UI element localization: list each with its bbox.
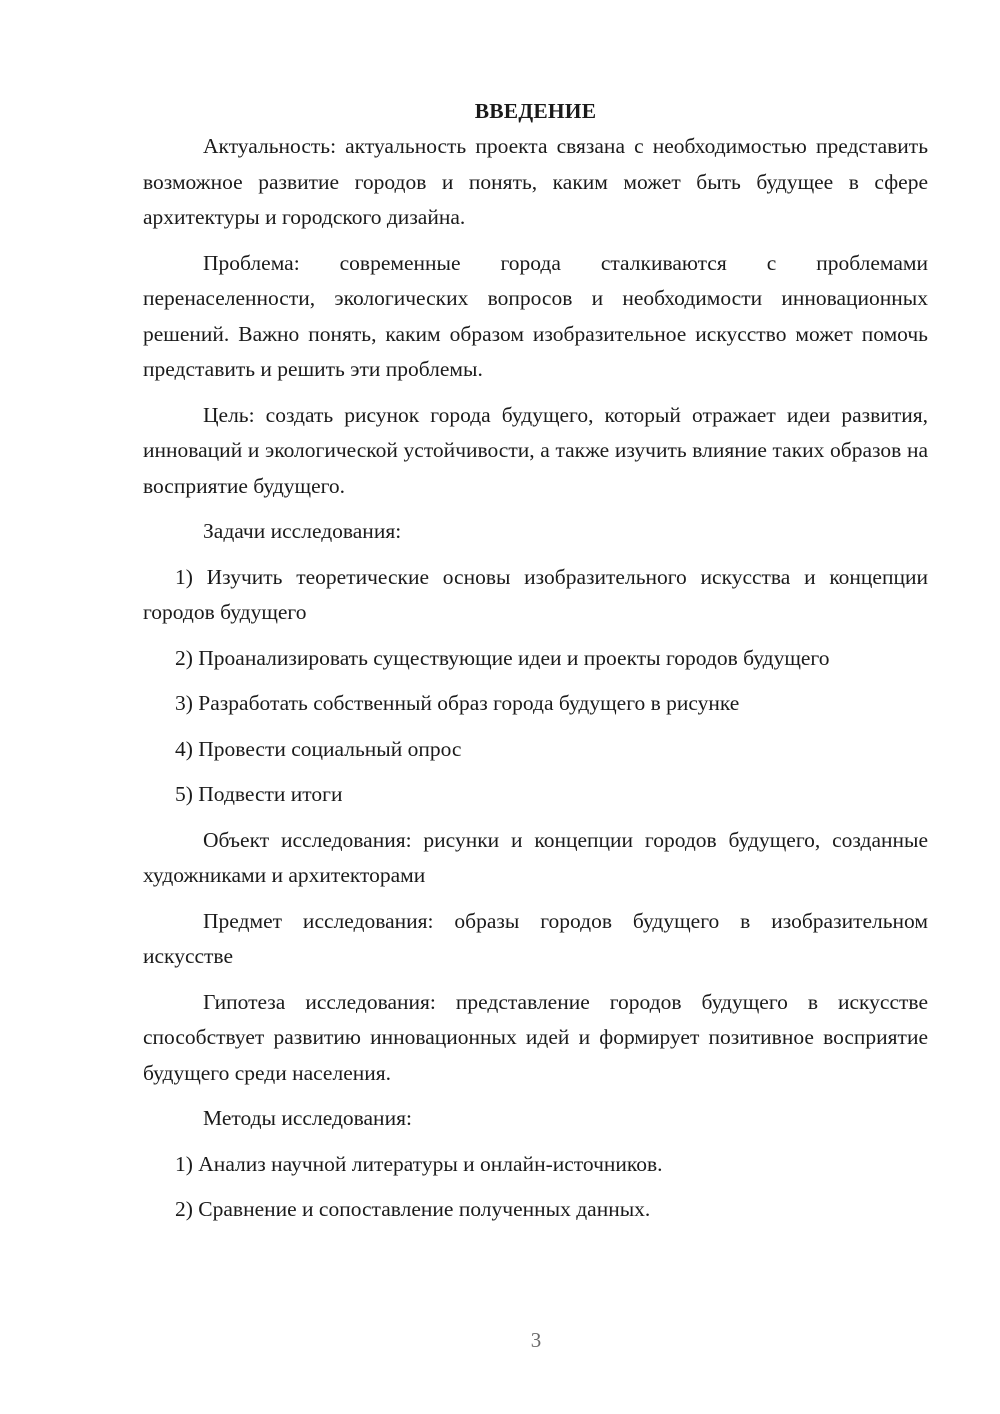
page-number: 3 xyxy=(530,1328,542,1352)
methods-heading: Методы исследования: xyxy=(203,1106,412,1130)
hypothesis-paragraph: Гипотеза исследования: представление городов будущего в искусстве способствует развитию инновационных идей и формирует позитивное восприятие будущего среди населения. xyxy=(143,989,928,1085)
section-title: ВВЕДЕНИЕ xyxy=(474,99,597,123)
tasks-heading: Задачи исследования: xyxy=(203,519,402,543)
task-item: 3) Разработать собственный образ города будущего в рисунке xyxy=(175,691,740,715)
task-item: 1) Изучить теоретические основы изобразительного искусства и концепции городов будущего xyxy=(143,564,928,624)
task-item: 5) Подвести итоги xyxy=(175,782,343,806)
document-page xyxy=(143,94,928,1238)
problem-paragraph: Проблема: современные города сталкиваются с проблемами перенаселенности, экологических вопросов и необходимости инновационных решений. Важно понять, каким образом изобразительное искусство может помочь представить и решить эти проблемы. xyxy=(143,250,928,381)
task-item: 4) Провести социальный опрос xyxy=(175,736,462,761)
method-item: 1) Анализ научной литературы и онлайн-источников. xyxy=(175,1151,663,1176)
subject-paragraph: Предмет исследования: образы городов будущего в изобразительном искусстве xyxy=(143,908,928,968)
task-item: 2) Проанализировать существующие идеи и проекты городов будущего xyxy=(175,645,830,670)
method-item: 2) Сравнение и сопоставление полученных данных. xyxy=(175,1197,651,1221)
object-paragraph: Объект исследования: рисунки и концепции городов будущего, созданные художниками и архитекторами xyxy=(143,827,928,887)
relevance-paragraph: Актуальность: актуальность проекта связана с необходимостью представить возможное развитие городов и понять, каким может быть будущее в сфере архитектуры и городского дизайна. xyxy=(143,134,928,229)
goal-paragraph: Цель: создать рисунок города будущего, который отражает идеи развития, инноваций и экологической устойчивости, а также изучить влияние таких образов на восприятие будущего. xyxy=(143,402,928,498)
